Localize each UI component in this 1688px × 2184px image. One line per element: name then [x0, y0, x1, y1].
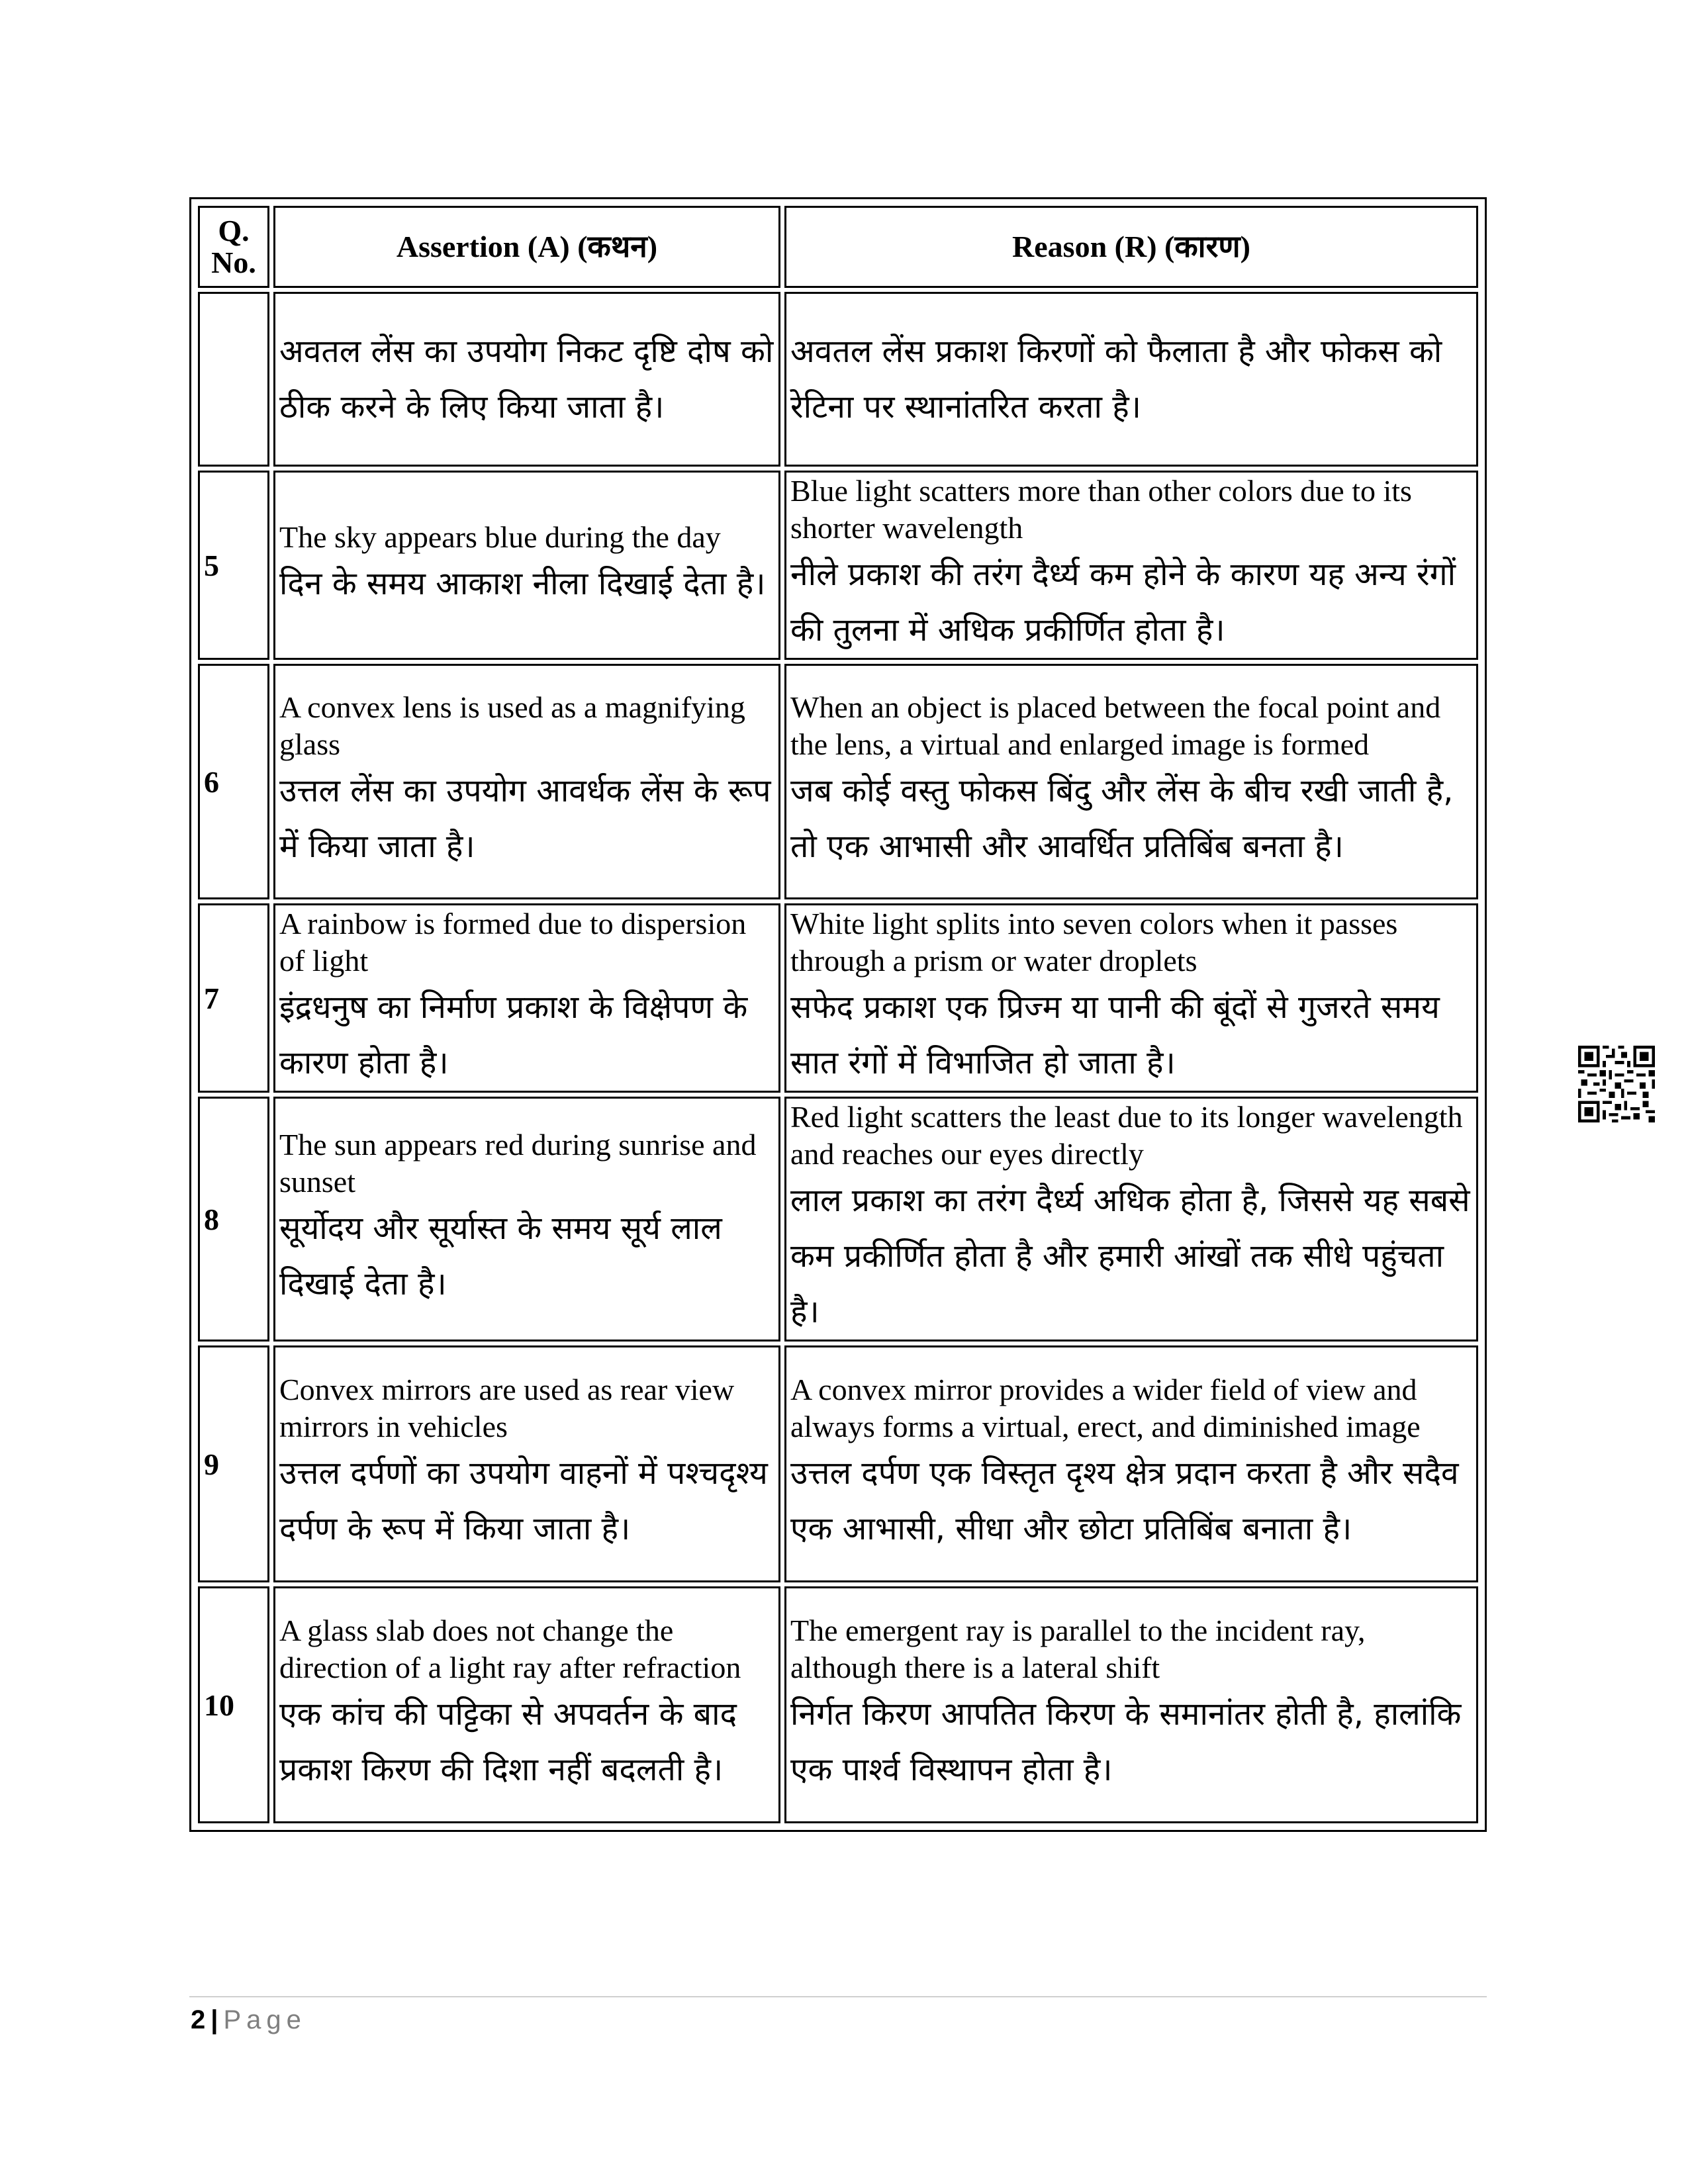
reason-cell [784, 1097, 1478, 1342]
assertion-hindi: उत्तल दर्पणों का उपयोग वाहनों में पश्चदृश्य दर्पण के रूप में किया जाता है। [279, 1455, 768, 1547]
reason-cell [784, 1345, 1478, 1582]
assertion-reason-table-frame [189, 197, 1487, 1832]
reason-hindi: लाल प्रकाश का तरंग दैर्ध्य अधिक होता है, जिससे यह सबसे कम प्रकीर्णित होता है और हमारी आंखों तक सीधे पहुंचता है। [790, 1182, 1470, 1330]
reason-cell [784, 1586, 1478, 1823]
footer-divider [189, 1996, 1487, 1997]
page-label: Page [223, 2005, 306, 2034]
header-assertion: Assertion (A) (कथन) [273, 206, 780, 288]
assertion-reason-table [194, 202, 1482, 1827]
reason-hindi: निर्गत किरण आपतित किरण के समानांतर होती है, हालांकि एक पार्श्व विस्थापन होता है। [790, 1696, 1462, 1788]
table-row [198, 664, 1478, 899]
assertion-cell [273, 1586, 780, 1823]
assertion-hindi: सूर्योदय और सूर्यास्त के समय सूर्य लाल दिखाई देता है। [279, 1210, 722, 1302]
reason-cell [784, 471, 1478, 660]
assertion-cell [273, 292, 780, 467]
reason-english: Blue light scatters more than other colors due to its shorter wavelength [790, 474, 1412, 545]
question-number: 5 [198, 471, 269, 660]
assertion-hindi: इंद्रधनुष का निर्माण प्रकाश के विक्षेपण के कारण होता है। [279, 989, 748, 1081]
question-number: 10 [198, 1586, 269, 1823]
assertion-english: A convex lens is used as a magnifying glass [279, 690, 745, 761]
reason-english: A convex mirror provides a wider field of view and always forms a virtual, erect, and diminished image [790, 1373, 1421, 1443]
question-number [198, 292, 269, 467]
reason-hindi: जब कोई वस्तु फोकस बिंदु और लेंस के बीच रखी जाती है, तो एक आभासी और आवर्धित प्रतिबिंब बनता है। [790, 772, 1454, 865]
header-qno [198, 206, 269, 288]
qr-code-icon [1578, 1046, 1655, 1122]
reason-hindi: नीले प्रकाश की तरंग दैर्ध्य कम होने के कारण यह अन्य रंगों की तुलना में अधिक प्रकीर्णित होता है। [790, 556, 1456, 649]
assertion-english: Convex mirrors are used as rear view mirrors in vehicles [279, 1373, 735, 1443]
table-row [198, 1345, 1478, 1582]
reason-hindi: उत्तल दर्पण एक विस्तृत दृश्य क्षेत्र प्रदान करता है और सदैव एक आभासी, सीधा और छोटा प्रतिबिंब बनाता है। [790, 1455, 1459, 1547]
question-number: 6 [198, 664, 269, 899]
reason-english: When an object is placed between the focal point and the lens, a virtual and enlarged image is formed [790, 690, 1441, 761]
reason-english: Red light scatters the least due to its longer wavelength and reaches our eyes directly [790, 1100, 1463, 1171]
reason-cell [784, 292, 1478, 467]
assertion-cell [273, 471, 780, 660]
assertion-english: The sky appears blue during the day [279, 520, 721, 554]
assertion-hindi: दिन के समय आकाश नीला दिखाई देता है। [279, 565, 766, 602]
reason-english: The emergent ray is parallel to the incident ray, although there is a lateral shift [790, 1614, 1366, 1684]
question-number: 7 [198, 903, 269, 1093]
assertion-cell [273, 1345, 780, 1582]
page-number: 2 [191, 2005, 206, 2034]
table-header-row [198, 206, 1478, 288]
assertion-english: The sun appears red during sunrise and sunset [279, 1128, 757, 1199]
assertion-english: A glass slab does not change the direction of a light ray after refraction [279, 1614, 741, 1684]
reason-cell [784, 664, 1478, 899]
assertion-english: A rainbow is formed due to dispersion of light [279, 907, 747, 978]
question-number: 8 [198, 1097, 269, 1342]
header-qno-line1: Q. [218, 214, 250, 248]
table-row [198, 903, 1478, 1093]
page-footer [191, 2001, 306, 2038]
table-row [198, 471, 1478, 660]
reason-english: White light splits into seven colors when it passes through a prism or water droplets [790, 907, 1398, 978]
footer-separator: | [211, 2005, 218, 2034]
assertion-hindi: एक कांच की पट्टिका से अपवर्तन के बाद प्रकाश किरण की दिशा नहीं बदलती है। [279, 1696, 737, 1788]
reason-cell [784, 903, 1478, 1093]
question-number: 9 [198, 1345, 269, 1582]
reason-hindi: अवतल लेंस प्रकाश किरणों को फैलाता है और फोकस को रेटिना पर स्थानांतरित करता है। [790, 333, 1442, 426]
header-reason: Reason (R) (कारण) [784, 206, 1478, 288]
assertion-cell [273, 1097, 780, 1342]
reason-hindi: सफेद प्रकाश एक प्रिज्म या पानी की बूंदों से गुजरते समय सात रंगों में विभाजित हो जाता है। [790, 989, 1440, 1081]
assertion-cell [273, 903, 780, 1093]
assertion-cell [273, 664, 780, 899]
assertion-hindi: अवतल लेंस का उपयोग निकट दृष्टि दोष को ठीक करने के लिए किया जाता है। [279, 333, 774, 426]
assertion-hindi: उत्तल लेंस का उपयोग आवर्धक लेंस के रूप में किया जाता है। [279, 772, 771, 865]
table-row [198, 292, 1478, 467]
table-row [198, 1586, 1478, 1823]
header-qno-line2: No. [211, 246, 256, 279]
table-row [198, 1097, 1478, 1342]
